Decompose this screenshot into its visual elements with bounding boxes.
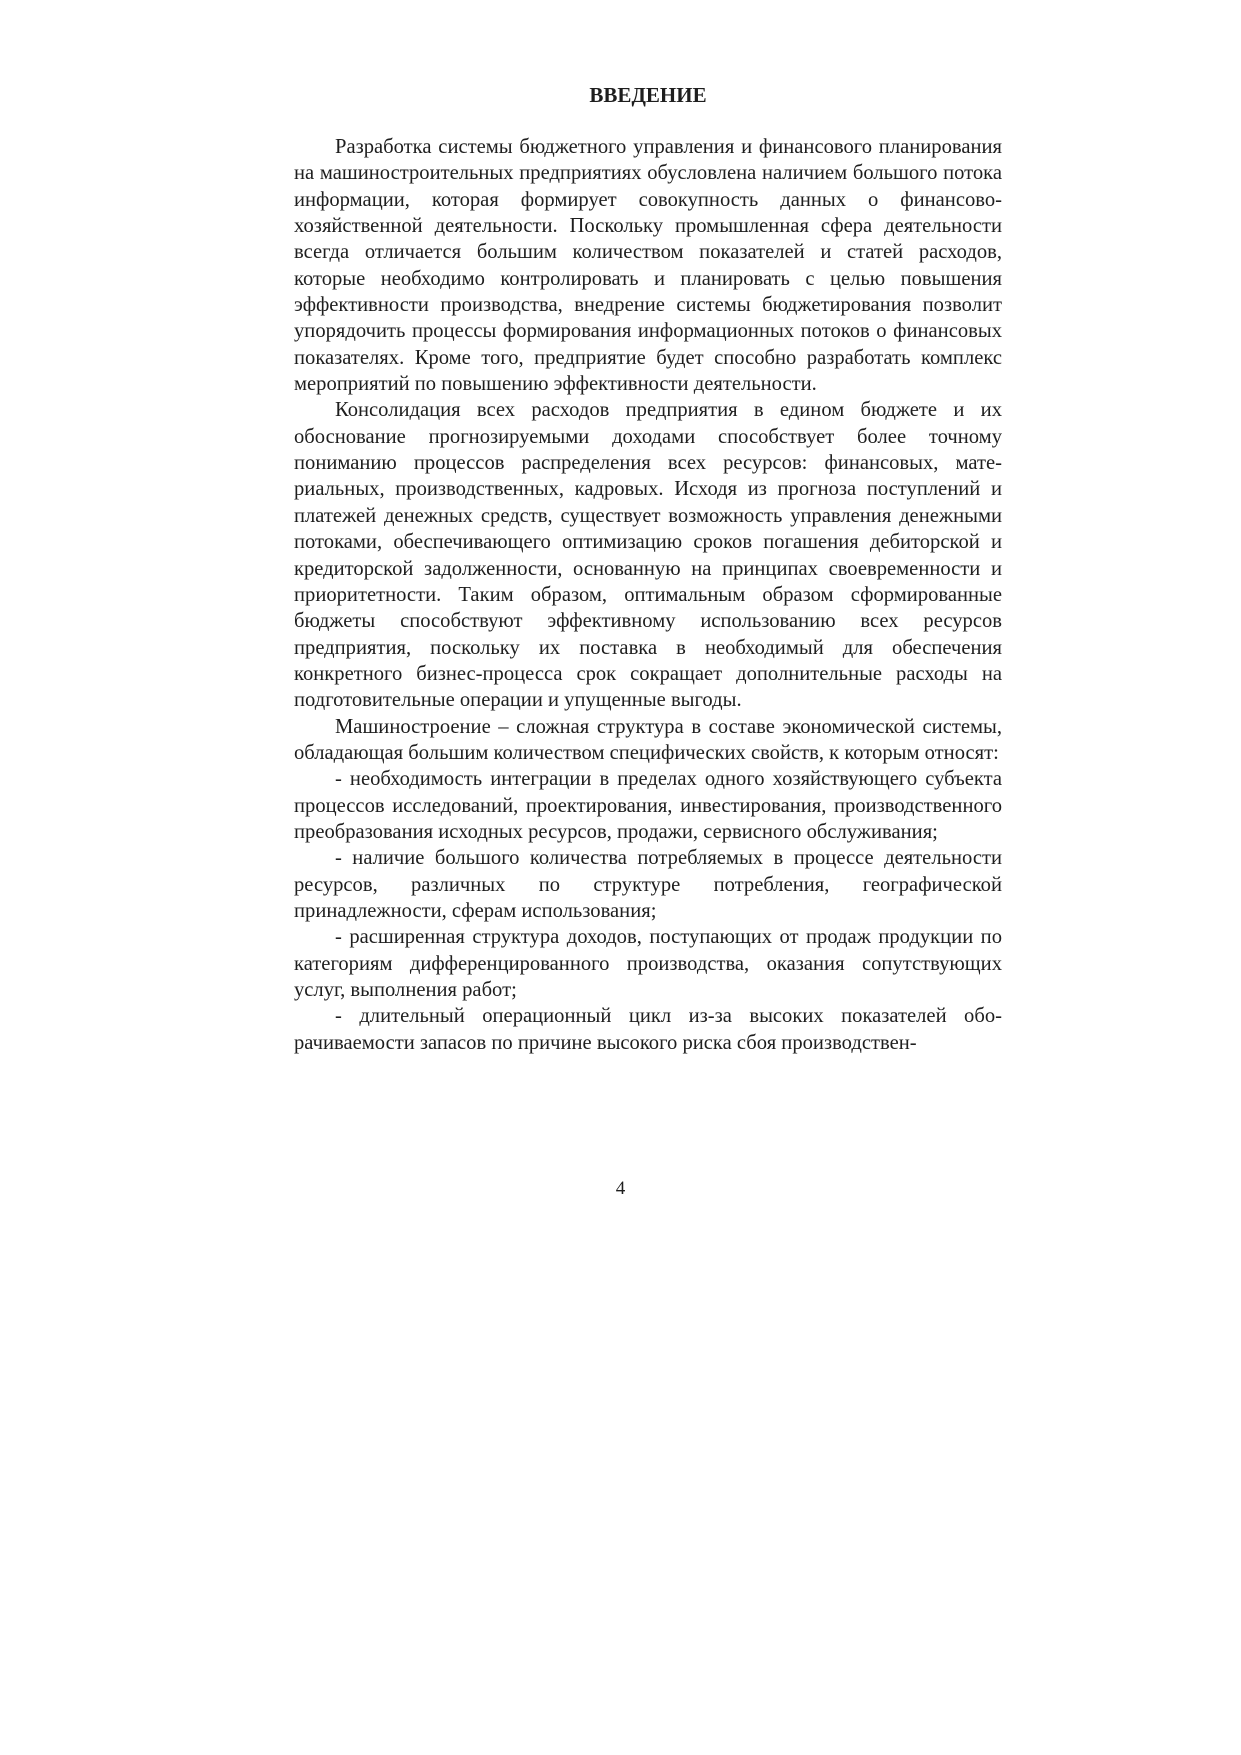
main-text-block xyxy=(294,82,1002,1056)
paragraph-consolidation: Консолидация всех расходов предприятия в едином бюджете и их обоснование прогнозируемыми доходами способствует более точному пониманию процессов распределения всех ресурсов: финансовых, материальных, производственных, кадровых. Исходя из прогноза поступлений и платежей денежных средств, существует возможность управления денежными потоками, обеспечивающего оптимизацию сроков погашения дебиторской и кредиторской задолженности, основанную на принципах своевременности и приоритетности. Таким образом, оптимальным образом сформированные бюджеты способствуют эффективному использованию всех ресурсов предприятия, поскольку их поставка в необходимый для обеспечения конкретного бизнес-процесса срок сокращает дополнительные расходы на подготовительные операции и упущенные выгоды. xyxy=(294,399,1002,712)
page-number: 4 xyxy=(615,1178,626,1199)
section-title: ВВЕДЕНИЕ xyxy=(589,83,707,107)
paragraph-budget-system: Разработка системы бюджетного управления и финансового планирования на машиностроительных предприятиях обусловлена наличием большого потока информации, которая формирует совокупность данных о финансово-хозяйственной деятельности. Поскольку промышленная сфера деятельности всегда отличается большим количеством показателей и статей расходов, которые необходимо контролировать и планировать с целью повышения эффективности производства, внедрение системы бюджетирования позволит упорядочить процессы формирования информационных потоков о финансовых показателях. Кроме того, предприятие будет способно разработать комплекс мероприятий по повышению эффективности деятельности. xyxy=(294,136,1002,396)
list-item-operating-cycle: - длительный операционный цикл из-за высоких показателей оборачиваемости запасов по причине высокого риска сбоя производствен- xyxy=(294,1005,1002,1054)
paragraph-mechanical-engineering: Машиностроение – сложная структура в составе экономической системы, обладающая большим количеством специфических свойств, к которым относят: xyxy=(294,715,1002,764)
list-item-integration: - необходимость интеграции в пределах одного хозяйствующего субъекта процессов исследований, проектирования, инвестирования, производственного преобразования исходных ресурсов, продажи, сервисного обслуживания; xyxy=(294,768,1002,843)
list-item-revenue-structure: - расширенная структура доходов, поступающих от продаж продукции по категориям дифференцированного производства, оказания сопутствующих услуг, выполнения работ; xyxy=(294,926,1002,1001)
list-item-resources: - наличие большого количества потребляемых в процессе деятельности ресурсов, различных по структуре потребления, географической принадлежности, сферам использования; xyxy=(294,847,1002,922)
